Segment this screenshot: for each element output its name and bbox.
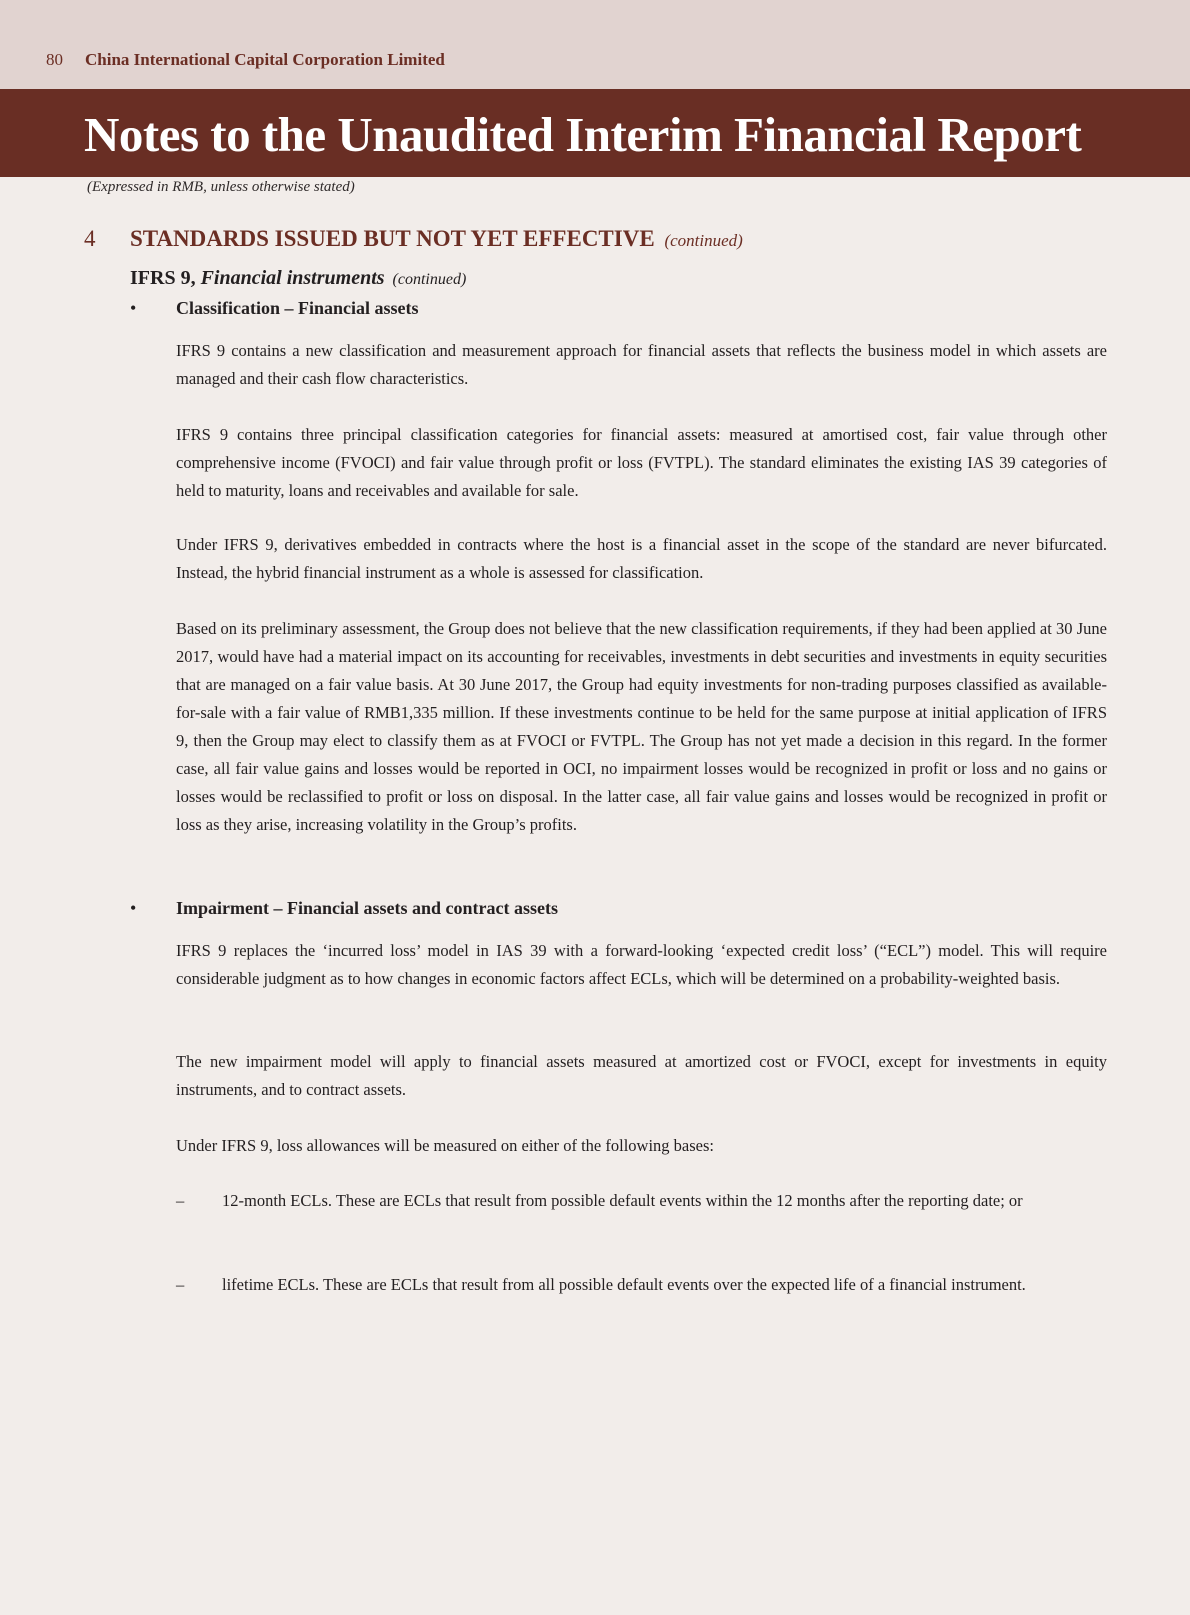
paragraph: Under IFRS 9, loss allowances will be measured on either of the following bases: xyxy=(176,1136,714,1155)
subsection-prefix: IFRS 9, xyxy=(130,267,201,289)
company-name: China International Capital Corporation Limited xyxy=(85,50,445,69)
dash-icon: – xyxy=(176,1275,185,1294)
impairment-heading xyxy=(130,898,558,919)
paragraph: Under IFRS 9, derivatives embedded in contracts where the host is a financial asset in the scope of the standard are never bifurcated. Instead, the hybrid financial instrument as a whole is assessed for classification. xyxy=(176,535,1107,582)
paragraph: IFRS 9 contains a new classification and measurement approach for financial assets that reflects the business model in which assets are managed and their cash flow characteristics. xyxy=(176,341,1107,388)
running-head xyxy=(46,50,445,70)
classification-title: Classification – Financial assets xyxy=(176,298,419,318)
title-banner xyxy=(0,89,1190,177)
subsection-heading xyxy=(130,267,466,290)
section-heading xyxy=(84,226,743,252)
bullet-icon: • xyxy=(130,298,137,318)
list-item-text: lifetime ECLs. These are ECLs that result from all possible default events over the expected life of a financial instrument. xyxy=(222,1275,1026,1294)
page-title: Notes to the Unaudited Interim Financial Report xyxy=(84,107,1082,162)
impairment-title: Impairment – Financial assets and contract assets xyxy=(176,898,558,918)
section-number: 4 xyxy=(84,226,96,251)
dash-icon: – xyxy=(176,1191,185,1210)
paragraph: The new impairment model will apply to financial assets measured at amortized cost or FVOCI, except for investments in equity instruments, and to contract assets. xyxy=(176,1052,1107,1099)
paragraph: Based on its preliminary assessment, the Group does not believe that the new classification requirements, if they had been applied at 30 June 2017, would have had a material impact on its accounting for receivables, investments in debt securities and investments in equity securities that are managed on a fair value basis. At 30 June 2017, the Group had equity investments for non-trading purposes classified as available-for-sale with a fair value of RMB1,335 million. If these investments continue to be held for the same purpose at initial application of IFRS 9, then the Group may elect to classify them as at FVOCI or FVTPL. The Group has not yet made a decision in this regard. In the former case, all fair value gains and losses would be reported in OCI, no impairment losses would be recognized in profit or loss and no gains or losses would be reclassified to profit or loss on disposal. In the latter case, all fair value gains and losses would be recognized in profit or loss as they arise, increasing volatility in the Group’s profits. xyxy=(176,619,1107,834)
currency-note: (Expressed in RMB, unless otherwise stated) xyxy=(87,179,355,195)
list-item xyxy=(176,1187,1107,1215)
page-number: 80 xyxy=(46,50,63,69)
bullet-icon: • xyxy=(130,898,137,918)
top-band xyxy=(0,0,1190,89)
subsection-title: Financial instruments xyxy=(200,267,385,289)
paragraph: IFRS 9 contains three principal classification categories for financial assets: measured at amortised cost, fair value through other comprehensive income (FVOCI) and fair value through profit or loss (FVTPL). The standard eliminates the existing IAS 39 categories of held to maturity, loans and receivables and available for sale. xyxy=(176,425,1107,500)
list-item-text: 12-month ECLs. These are ECLs that result from possible default events within the 12 months after the reporting date; or xyxy=(222,1191,1023,1210)
section-continued: (continued) xyxy=(664,231,743,250)
paragraph: IFRS 9 replaces the ‘incurred loss’ model in IAS 39 with a forward-looking ‘expected credit loss’ (“ECL”) model. This will require considerable judgment as to how changes in economic factors affect ECLs, which will be determined on a probability-weighted basis. xyxy=(176,941,1107,988)
classification-heading xyxy=(130,298,419,319)
subsection-continued: (continued) xyxy=(392,271,467,288)
section-title: STANDARDS ISSUED BUT NOT YET EFFECTIVE xyxy=(130,226,655,251)
list-item xyxy=(176,1271,1107,1299)
